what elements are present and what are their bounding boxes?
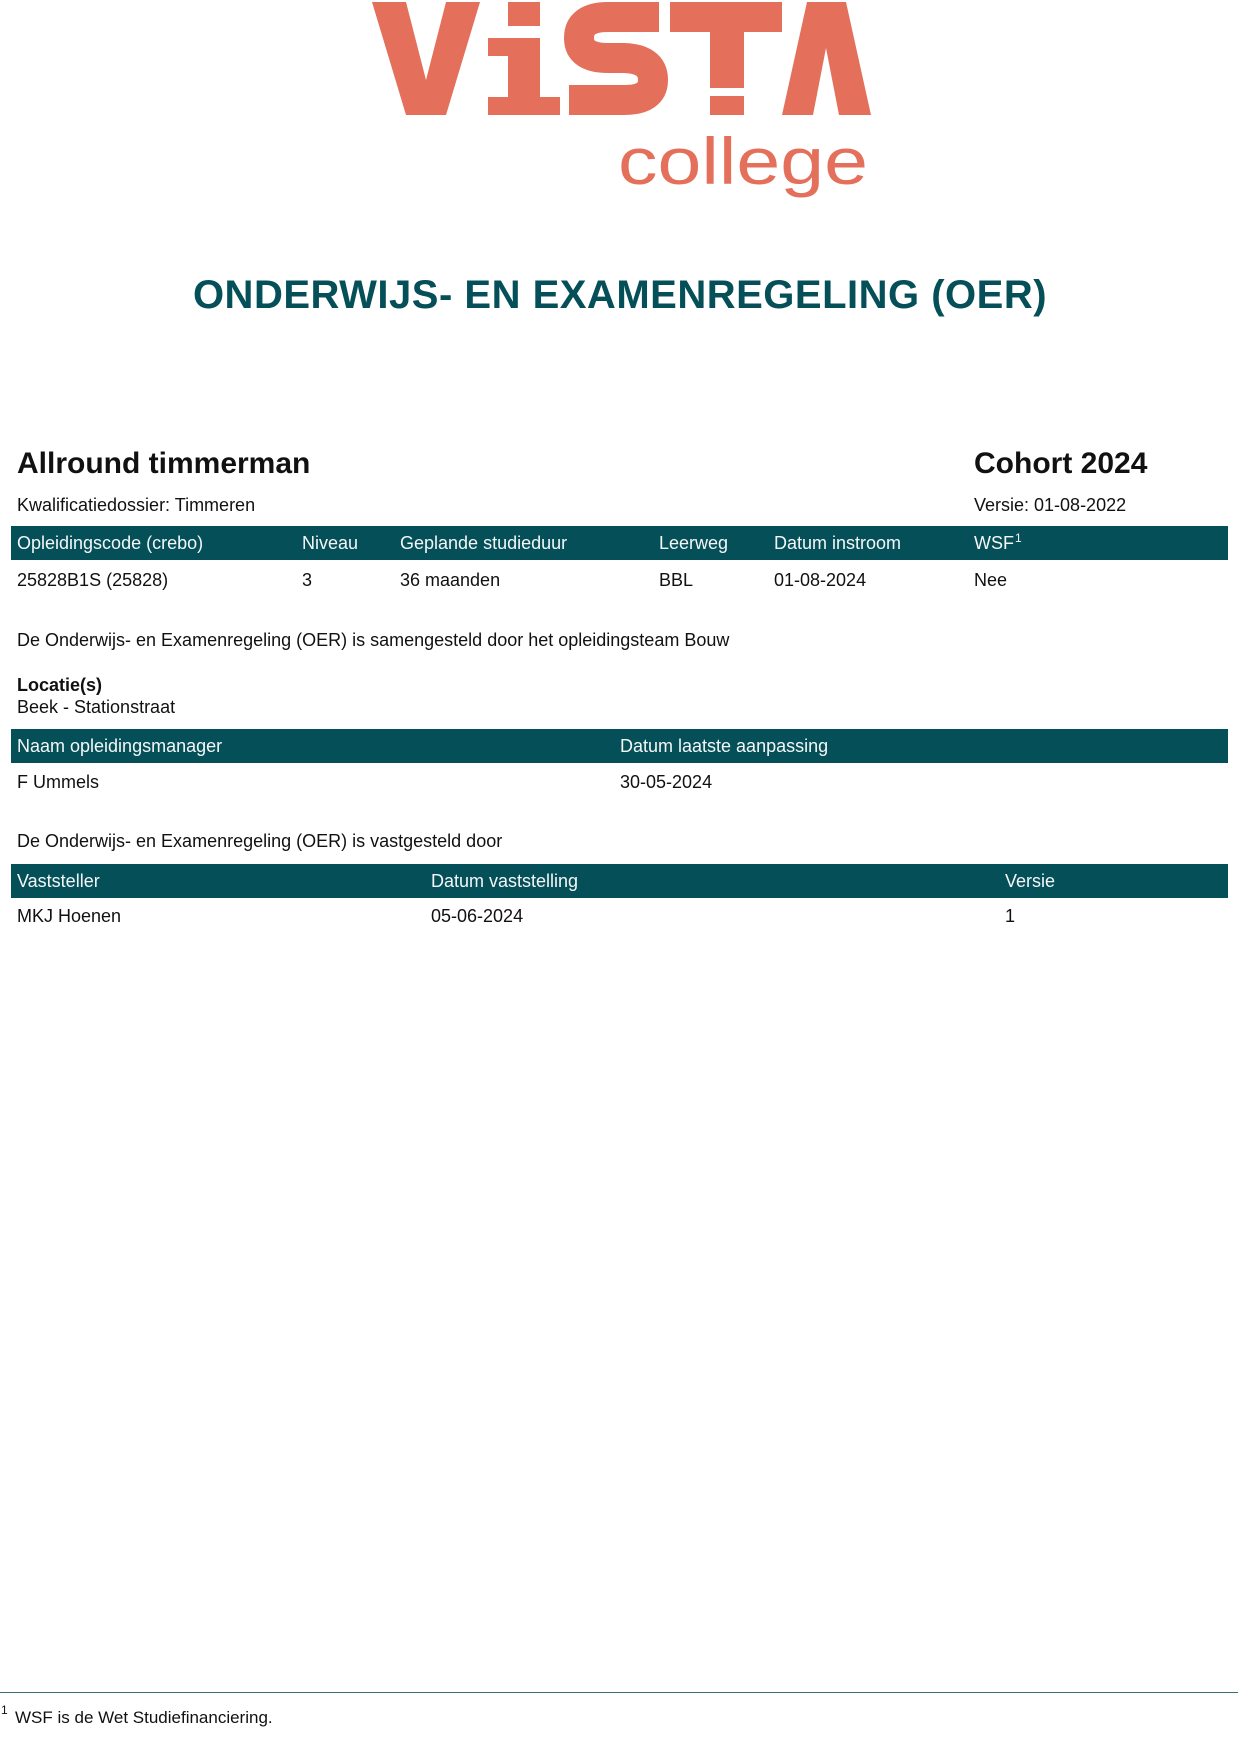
logo-letter-i-dot	[508, 2, 540, 26]
header-versie: Versie	[1005, 871, 1056, 891]
logo-letter-t-bar	[670, 2, 782, 32]
cell-opleidingscode: 25828B1S (25828)	[17, 570, 169, 590]
establishment-table-header	[11, 864, 1228, 898]
footnote-text: WSF is de Wet Studiefinanciering.	[15, 1708, 273, 1727]
footnote-divider	[0, 1692, 1238, 1693]
cell-vaststeller: MKJ Hoenen	[17, 906, 122, 926]
dossier-version: Versie: 01-08-2022	[974, 495, 1127, 515]
cohort-label: Cohort 2024	[974, 447, 1148, 480]
logo-letter-t-stem	[710, 32, 744, 88]
header-wsf	[974, 526, 1022, 560]
header-leerweg: Leerweg	[659, 533, 729, 553]
cell-leerweg: BBL	[659, 570, 694, 590]
cell-laatste-aanpassing: 30-05-2024	[620, 772, 713, 792]
header-naam-opleidingsmanager: Naam opleidingsmanager	[17, 736, 223, 756]
logo-letter-t-dot	[710, 96, 744, 115]
footnote-ref: 1	[1015, 531, 1022, 545]
manager-table-header	[11, 729, 1228, 763]
qualification-dossier: Kwalificatiedossier: Timmeren	[17, 495, 256, 515]
cell-wsf: Nee	[974, 570, 1008, 590]
cell-versie: 1	[1005, 906, 1016, 926]
cell-datum-vaststelling: 05-06-2024	[431, 906, 524, 926]
document-title: ONDERWIJS- EN EXAMENREGELING (OER)	[192, 273, 1048, 317]
composed-statement: De Onderwijs- en Examenregeling (OER) is samengesteld door het opleidingsteam Bouw	[17, 630, 730, 650]
program-table-header	[11, 526, 1228, 560]
cell-opleidingsmanager: F Ummels	[17, 772, 99, 792]
header-datum-instroom: Datum instroom	[774, 533, 902, 553]
cell-niveau: 3	[302, 570, 313, 590]
header-datum-vaststelling: Datum vaststelling	[431, 871, 579, 891]
header-studieduur: Geplande studieduur	[400, 533, 568, 553]
footnote-marker: 1	[1, 1703, 8, 1717]
locations-label: Locatie(s)	[17, 675, 103, 695]
vista-college-logo	[360, 0, 880, 210]
header-vaststeller: Vaststeller	[17, 871, 100, 891]
header-datum-laatste-aanpassing: Datum laatste aanpassing	[620, 736, 829, 756]
program-name: Allround timmerman	[17, 447, 311, 480]
logo-letter-i-base	[488, 97, 560, 115]
logo-letter-v	[372, 2, 480, 115]
cell-studieduur: 36 maanden	[400, 570, 501, 590]
logo-letter-s	[569, 17, 659, 100]
header-opleidingscode: Opleidingscode (crebo)	[17, 533, 204, 553]
established-statement: De Onderwijs- en Examenregeling (OER) is vastgesteld door	[17, 831, 503, 851]
table-row	[11, 904, 1228, 928]
table-row	[11, 770, 1228, 794]
header-niveau: Niveau	[302, 533, 359, 553]
logo-letter-a	[782, 2, 871, 115]
cell-datum-instroom: 01-08-2024	[774, 570, 867, 590]
logo-subline: college	[618, 124, 868, 198]
table-row	[11, 568, 1228, 592]
header-wsf-label: WSF	[974, 533, 1014, 553]
location-item: Beek - Stationstraat	[17, 697, 176, 717]
